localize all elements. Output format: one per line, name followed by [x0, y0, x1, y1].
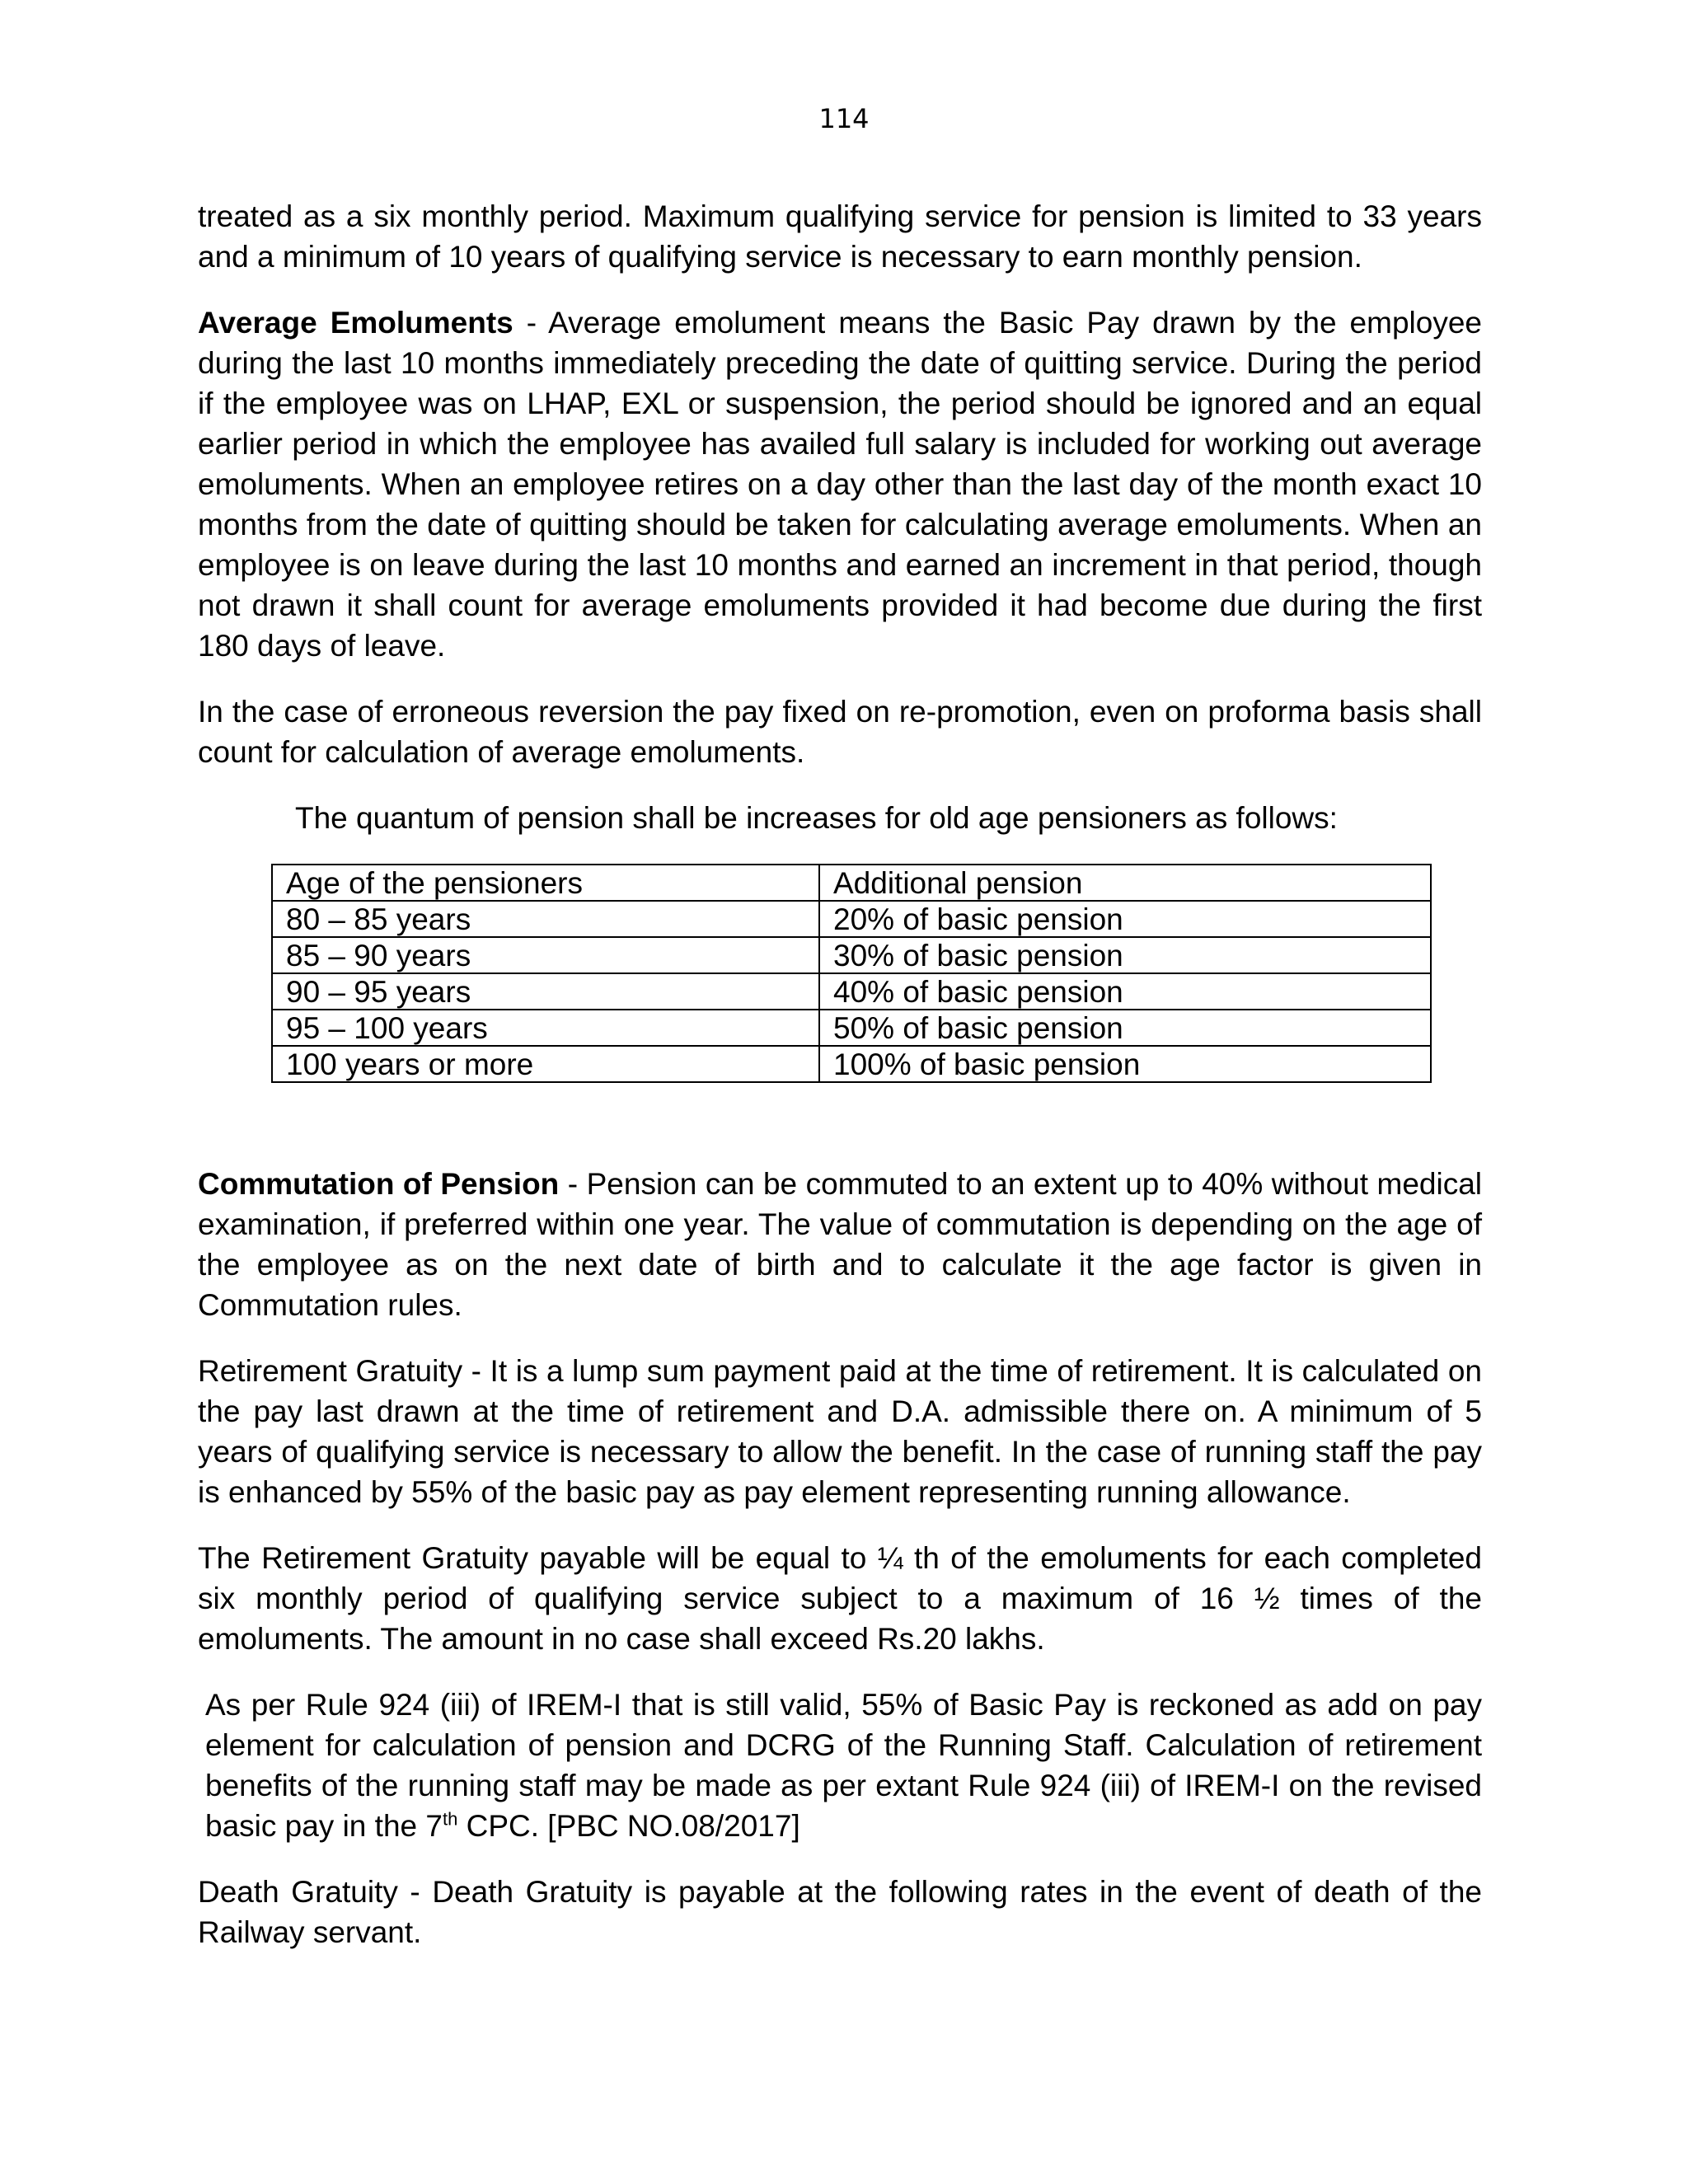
table-cell-age: 95 – 100 years	[272, 1010, 819, 1046]
table-header-row	[272, 865, 1431, 901]
text-average-emoluments: - Average emolument means the Basic Pay drawn by the employee during the last 10 months immediately preceding the date of quitting service. During the period if the employee was on LHAP, EXL or suspension, the period should be ignored and an equal earlier period in which the employee has availed full salary is included for working out average emoluments. When an employee retires on a day other than the last day of the month exact 10 months from the date of quitting should be taken for calculating average emoluments. When an employee is on leave during the last 10 months and earned an increment in that period, though not drawn it shall count for average emoluments provided it had become due during the first 180 days of leave.	[198, 306, 1482, 663]
superscript-th: th	[442, 1808, 458, 1830]
table-cell-age: 80 – 85 years	[272, 901, 819, 937]
table-row	[272, 1046, 1431, 1082]
document-body	[198, 196, 1482, 1978]
table-row	[272, 901, 1431, 937]
table-cell-age: 90 – 95 years	[272, 973, 819, 1010]
paragraph-old-age-pension-intro: The quantum of pension shall be increases for old age pensioners as follows:	[295, 801, 1338, 835]
heading-average-emoluments: Average Emoluments	[198, 306, 513, 340]
table-row	[272, 973, 1431, 1010]
table-cell-additional-pension: 20% of basic pension	[819, 901, 1431, 937]
paragraph-running-staff-rule	[198, 1685, 1482, 1846]
table-row	[272, 937, 1431, 973]
table-cell-additional-pension: 40% of basic pension	[819, 973, 1431, 1010]
table-header-cell: Additional pension	[819, 865, 1431, 901]
paragraph-retirement-gratuity-amount: The Retirement Gratuity payable will be equal to ¼ th of the emoluments for each completed six monthly period of qualifying service subject to a maximum of 16 ½ times of the emoluments. The amount in no case shall exceed Rs.20 lakhs.	[198, 1541, 1482, 1656]
table-row	[272, 1010, 1431, 1046]
table-cell-age: 100 years or more	[272, 1046, 819, 1082]
paragraph-erroneous-reversion: In the case of erroneous reversion the pay fixed on re-promotion, even on proforma basis shall count for calculation of average emoluments.	[198, 695, 1482, 769]
table-header-cell: Age of the pensioners	[272, 865, 819, 901]
paragraph-qualifying-service: treated as a six monthly period. Maximum qualifying service for pension is limited to 33 years and a minimum of 10 years of qualifying service is necessary to earn monthly pension.	[198, 199, 1482, 274]
table-cell-additional-pension: 100% of basic pension	[819, 1046, 1431, 1082]
text-running-staff-rule: As per Rule 924 (iii) of IREM-I that is still valid, 55% of Basic Pay is reckoned as add on pay element for calculation of pension and DCRG of the Running Staff. Calculation of retirement benefits of the running staff may be made as per extant Rule 924 (iii) of IREM-I on the revised basic pay in the 7	[205, 1688, 1482, 1843]
paragraph-average-emoluments	[198, 302, 1482, 666]
paragraph-retirement-gratuity: Retirement Gratuity - It is a lump sum payment paid at the time of retirement. It is calculated on the pay last drawn at the time of retirement and D.A. admissible there on. A minimum of 5 years of qualifying service is necessary to allow the benefit. In the case of running staff the pay is enhanced by 55% of the basic pay as pay element representing running allowance.	[198, 1354, 1482, 1509]
page-number: 114	[818, 103, 870, 134]
heading-commutation-of-pension: Commutation of Pension	[198, 1167, 560, 1201]
table-cell-additional-pension: 50% of basic pension	[819, 1010, 1431, 1046]
text-commutation-of-pension: - Pension can be commuted to an extent up to 40% without medical examination, if preferred within one year. The value of commutation is depending on the age of the employee as on the next date of birth and to calculate it the age factor is given in Commutation rules.	[198, 1167, 1483, 1322]
old-age-pension-table	[271, 864, 1432, 1083]
text-running-staff-rule-end: CPC. [PBC NO.08/2017]	[457, 1809, 800, 1843]
paragraph-death-gratuity: Death Gratuity - Death Gratuity is payable at the following rates in the event of death of the Railway servant.	[198, 1875, 1482, 1949]
paragraph-commutation-of-pension	[198, 1164, 1482, 1325]
table-cell-age: 85 – 90 years	[272, 937, 819, 973]
table-cell-additional-pension: 30% of basic pension	[819, 937, 1431, 973]
